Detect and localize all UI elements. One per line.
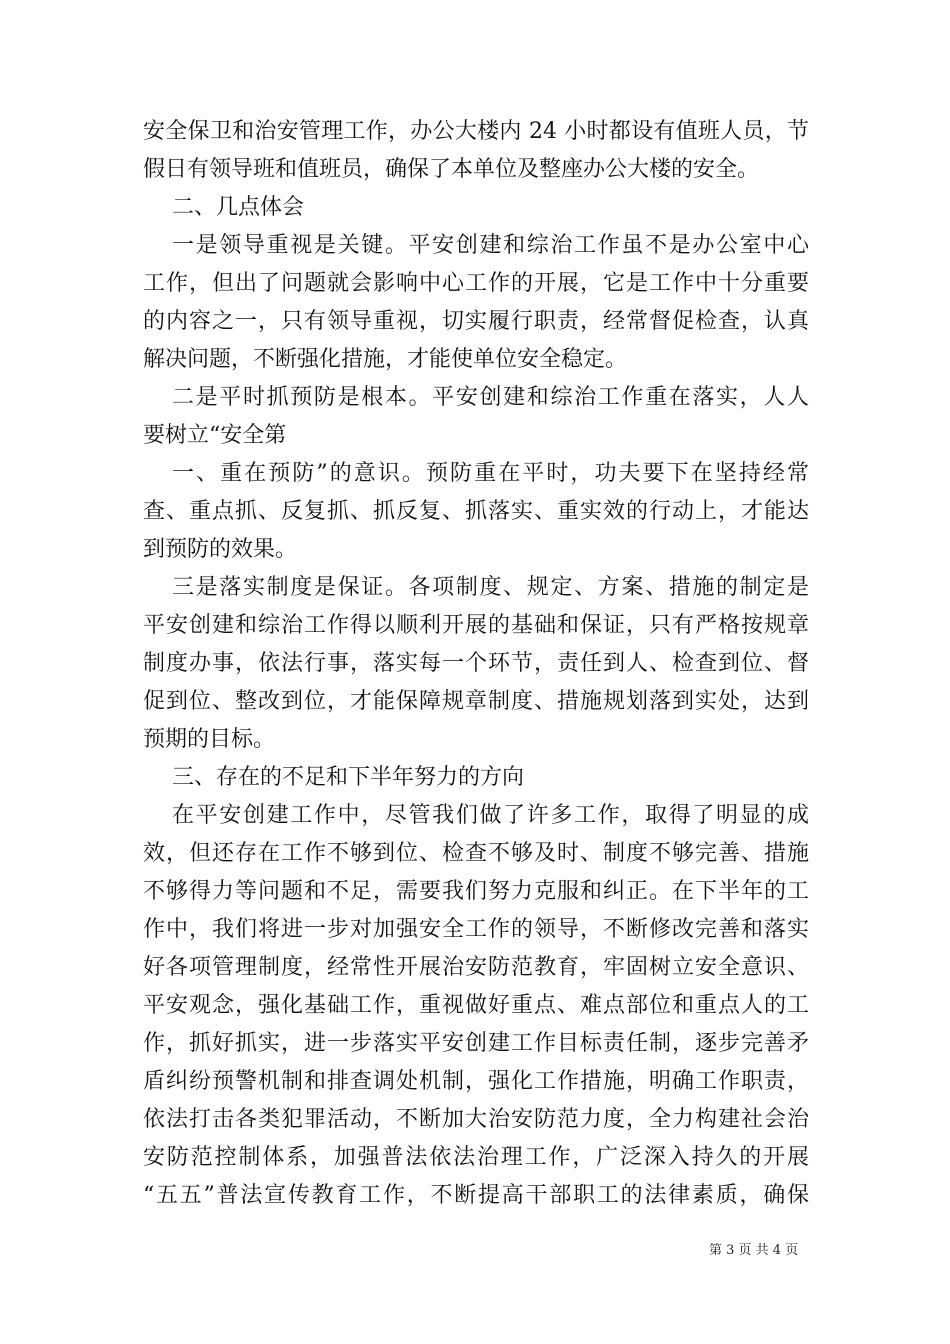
- text-line: 制度办事，依法行事，落实每一个环节，责任到人、检查到位、督: [143, 651, 809, 676]
- text-line: 三是落实制度是保证。各项制度、规定、方案、措施的制定是: [172, 575, 809, 600]
- text-line: 二是平时抓预防是根本。平安创建和综治工作重在落实，人人: [172, 385, 809, 410]
- text-line: 一、重在预防”的意识。预防重在平时，功夫要下在坚持经常: [172, 461, 809, 486]
- text-line: 预期的目标。: [143, 727, 276, 752]
- text-line: 促到位、整改到位，才能保障规章制度、措施规划落到实处，达到: [143, 689, 809, 714]
- text-line: 效，但还存在工作不够到位、检查不够及时、制度不够完善、措施: [143, 841, 809, 866]
- text-line: 查、重点抓、反复抓、抓反复、抓落实、重实效的行动上，才能达: [143, 499, 809, 524]
- text-line: “五五”普法宣传教育工作，不断提高干部职工的法律素质，确保: [143, 1183, 809, 1208]
- section-heading: 二、几点体会: [172, 195, 305, 220]
- text-line: 的内容之一，只有领导重视，切实履行职责，经常督促检查，认真: [143, 309, 809, 334]
- text-line: 要树立“安全第: [143, 423, 287, 448]
- page-number: 第 3 页 共 4 页: [709, 1243, 799, 1258]
- text-line: 作中，我们将进一步对加强安全工作的领导，不断修改完善和落实: [143, 917, 809, 942]
- text-line: 一是领导重视是关键。平安创建和综治工作虽不是办公室中心: [172, 233, 809, 258]
- text-line: 好各项管理制度，经常性开展治安防范教育，牢固树立安全意识、: [143, 955, 809, 980]
- section-heading: 三、存在的不足和下半年努力的方向: [172, 765, 525, 790]
- text-line: 在平安创建工作中，尽管我们做了许多工作，取得了明显的成: [172, 803, 809, 828]
- text-line: 安全保卫和治安管理工作，办公大楼内 24 小时都设有值班人员，节: [143, 119, 809, 144]
- text-line: 平安创建和综治工作得以顺利开展的基础和保证，只有严格按规章: [143, 613, 809, 638]
- text-line: 安防范控制体系，加强普法依法治理工作，广泛深入持久的开展: [143, 1145, 809, 1170]
- text-line: 依法打击各类犯罪活动，不断加大治安防范力度，全力构建社会治: [143, 1107, 809, 1132]
- text-line: 解决问题，不断强化措施，才能使单位安全稳定。: [143, 347, 628, 372]
- text-line: 平安观念，强化基础工作，重视做好重点、难点部位和重点人的工: [143, 993, 809, 1018]
- text-line: 工作，但出了问题就会影响中心工作的开展，它是工作中十分重要: [143, 271, 809, 296]
- text-line: 盾纠纷预警机制和排查调处机制，强化工作措施，明确工作职责，: [143, 1069, 809, 1094]
- text-line: 不够得力等问题和不足，需要我们努力克服和纠正。在下半年的工: [143, 879, 809, 904]
- text-line: 到预防的效果。: [143, 537, 298, 562]
- text-line: 作，抓好抓实，进一步落实平安创建工作目标责任制，逐步完善矛: [143, 1031, 809, 1056]
- text-line: 假日有领导班和值班员，确保了本单位及整座办公大楼的安全。: [143, 157, 760, 182]
